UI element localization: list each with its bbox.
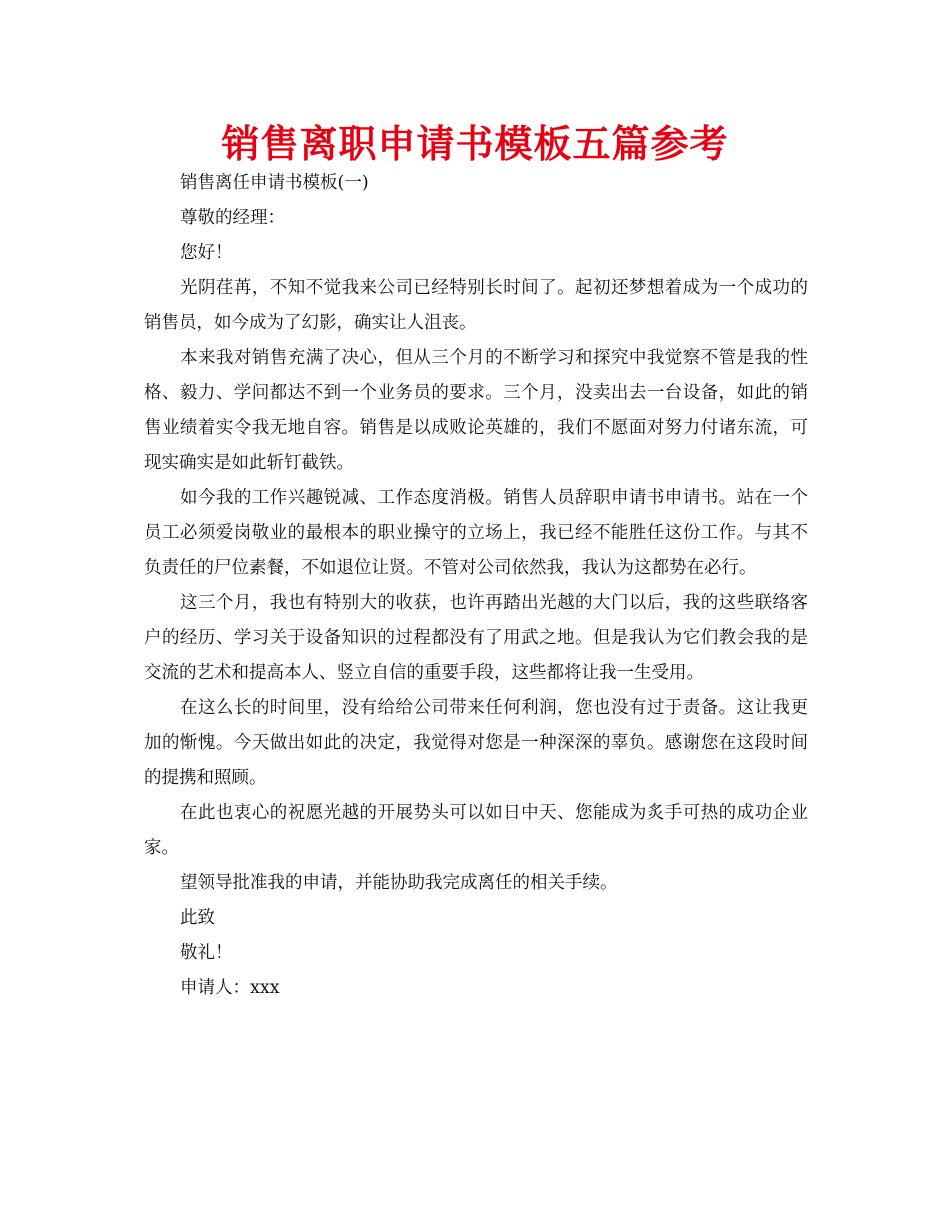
closing-line: 此致 [180, 908, 215, 928]
paragraph: 在此也衷心的祝愿光越的开展势头可以如日中天、您能成为炙手可热的成功企业家。 [144, 803, 808, 858]
paragraph: 光阴荏苒，不知不觉我来公司已经特别长时间了。起初还梦想着成为一个成功的销售员，如今成为了幻影，确实让人沮丧。 [144, 278, 808, 333]
document-title: 销售离职申请书模板五篇参考 [221, 122, 729, 166]
paragraph: 望领导批准我的申请，并能协助我完成离任的相关手续。 [180, 873, 618, 893]
paragraph: 在这么长的时间里，没有给给公司带来任何利润，您也没有过于责备。这让我更加的惭愧。今天做出如此的决定，我觉得对您是一种深深的辜负。感谢您在这段时间的提携和照顾。 [144, 698, 808, 788]
signature: 申请人：xxx [180, 978, 280, 998]
document-body [144, 166, 808, 1006]
salutation: 尊敬的经理： [180, 208, 285, 228]
paragraph: 本来我对销售充满了决心，但从三个月的不断学习和探究中我觉察不管是我的性格、毅力、学问都达不到一个业务员的要求。三个月，没卖出去一台设备，如此的销售业绩着实令我无地自容。销售是以成败论英雄的，我们不愿面对努力付诸东流，可现实确实是如此斩钉截铁。 [144, 348, 808, 473]
paragraph: 这三个月，我也有特别大的收获，也许再踏出光越的大门以后，我的这些联络客户的经历、学习关于设备知识的过程都没有了用武之地。但是我认为它们教会我的是交流的艺术和提高本人、竖立自信的重要手段，这些都将让我一生受用。 [144, 593, 808, 683]
closing-regards: 敬礼！ [180, 943, 233, 963]
greeting: 您好！ [180, 243, 233, 263]
paragraph: 如今我的工作兴趣锐减、工作态度消极。销售人员辞职申请书申请书。站在一个员工必须爱岗敬业的最根本的职业操守的立场上，我已经不能胜任这份工作。与其不负责任的尸位素餐，不如退位让贤。不管对公司依然我，我认为这都势在必行。 [144, 488, 808, 578]
subtitle: 销售离任申请书模板(一) [180, 173, 369, 193]
